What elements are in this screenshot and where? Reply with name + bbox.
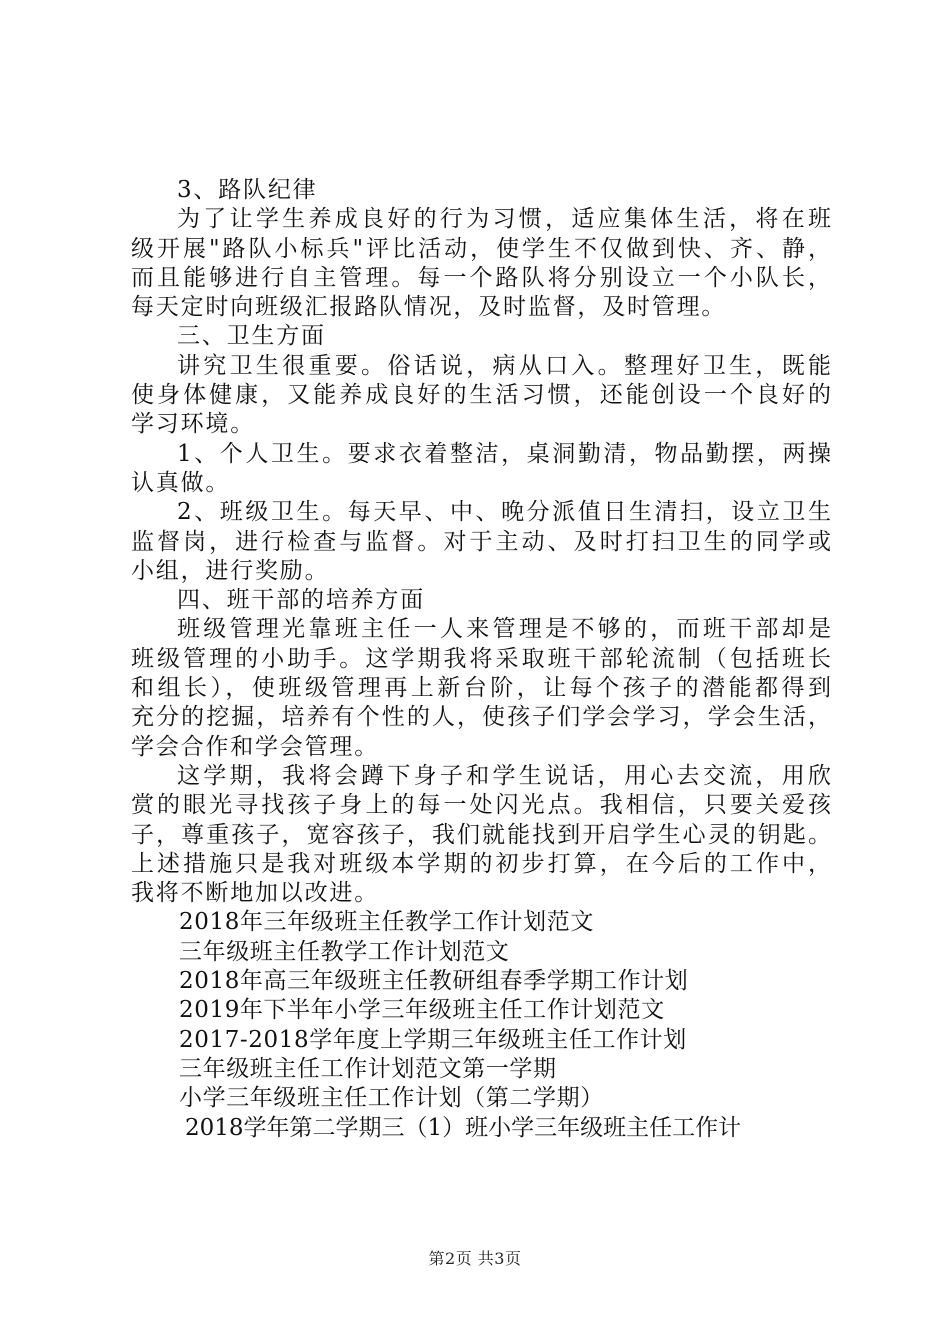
paragraph-line: 班级管理光靠班主任一人来管理是不够的，而班干部却是 bbox=[177, 616, 831, 643]
section-heading: 四、班干部的培养方面 bbox=[177, 587, 425, 614]
paragraph-line: 讲究卫生很重要。俗话说，病从口入。整理好卫生，既能 bbox=[177, 352, 831, 379]
paragraph-line: 这学期，我将会蹲下身子和学生说话，用心去交流，用欣 bbox=[177, 762, 831, 789]
paragraph-line: 每天定时向班级汇报路队情况，及时监督，及时管理。 bbox=[131, 294, 727, 321]
paragraph-line: 上述措施只是我对班级本学期的初步打算，在今后的工作中， bbox=[131, 850, 831, 877]
paragraph-line: 子，尊重孩子，宽容孩子，我们就能找到开启学生心灵的钥匙。 bbox=[131, 821, 831, 848]
page-number: 第2页 共3页 bbox=[428, 1249, 522, 1268]
paragraph-line: 级开展"路队小标兵"评比活动，使学生不仅做到快、齐、静， bbox=[131, 235, 831, 262]
paragraph-line: 为了让学生养成良好的行为习惯，适应集体生活，将在班 bbox=[177, 206, 831, 233]
paragraph-line: 而且能够进行自主管理。每一个路队将分别设立一个小队长， bbox=[131, 264, 831, 291]
related-link[interactable]: 小学三年级班主任工作计划（第二学期） bbox=[179, 1085, 604, 1112]
paragraph-line: 我将不断地加以改进。 bbox=[131, 880, 379, 907]
paragraph-line: 班级管理的小助手。这学期我将采取班干部轮流制（包括班长 bbox=[131, 645, 831, 672]
related-link[interactable]: 三年级班主任工作计划范文第一学期 bbox=[179, 1055, 557, 1082]
paragraph-line: 小组，进行奖励。 bbox=[131, 557, 330, 584]
paragraph-line: 赏的眼光寻找孩子身上的每一处闪光点。我相信，只要关爱孩 bbox=[131, 792, 831, 819]
document-body bbox=[131, 176, 831, 1143]
paragraph-line: 1、个人卫生。要求衣着整洁，桌洞勤清，物品勤摆，两操 bbox=[177, 440, 831, 467]
paragraph-line: 和组长），使班级管理再上新台阶，让每个孩子的潜能都得到 bbox=[131, 675, 831, 702]
related-link[interactable]: 2018年高三年级班主任教研组春季学期工作计划 bbox=[179, 968, 689, 995]
related-link[interactable]: 三年级班主任教学工作计划范文 bbox=[179, 938, 510, 965]
paragraph-line: 学习环境。 bbox=[131, 411, 255, 438]
related-link[interactable]: 2018学年第二学期三（1）班小学三年级班主任工作计 bbox=[185, 1114, 742, 1141]
related-link[interactable]: 2018年三年级班主任教学工作计划范文 bbox=[179, 909, 594, 936]
paragraph-line: 使身体健康，又能养成良好的生活习惯，还能创设一个良好的 bbox=[131, 382, 831, 409]
related-link[interactable]: 2017-2018学年度上学期三年级班主任工作计划 bbox=[179, 1026, 687, 1053]
related-link[interactable]: 2019年下半年小学三年级班主任工作计划范文 bbox=[179, 997, 665, 1024]
paragraph-line: 认真做。 bbox=[131, 469, 231, 496]
paragraph-line: 充分的挖掘，培养有个性的人，使孩子们学会学习，学会生活， bbox=[131, 704, 831, 731]
paragraph-line: 2、班级卫生。每天早、中、晚分派值日生清扫，设立卫生 bbox=[177, 499, 831, 526]
paragraph-line: 学会合作和学会管理。 bbox=[131, 733, 379, 760]
section-heading: 3、路队纪律 bbox=[177, 177, 318, 203]
section-heading: 三、卫生方面 bbox=[177, 323, 326, 350]
paragraph-line: 监督岗，进行检查与监督。对于主动、及时打扫卫生的同学或 bbox=[131, 528, 831, 555]
